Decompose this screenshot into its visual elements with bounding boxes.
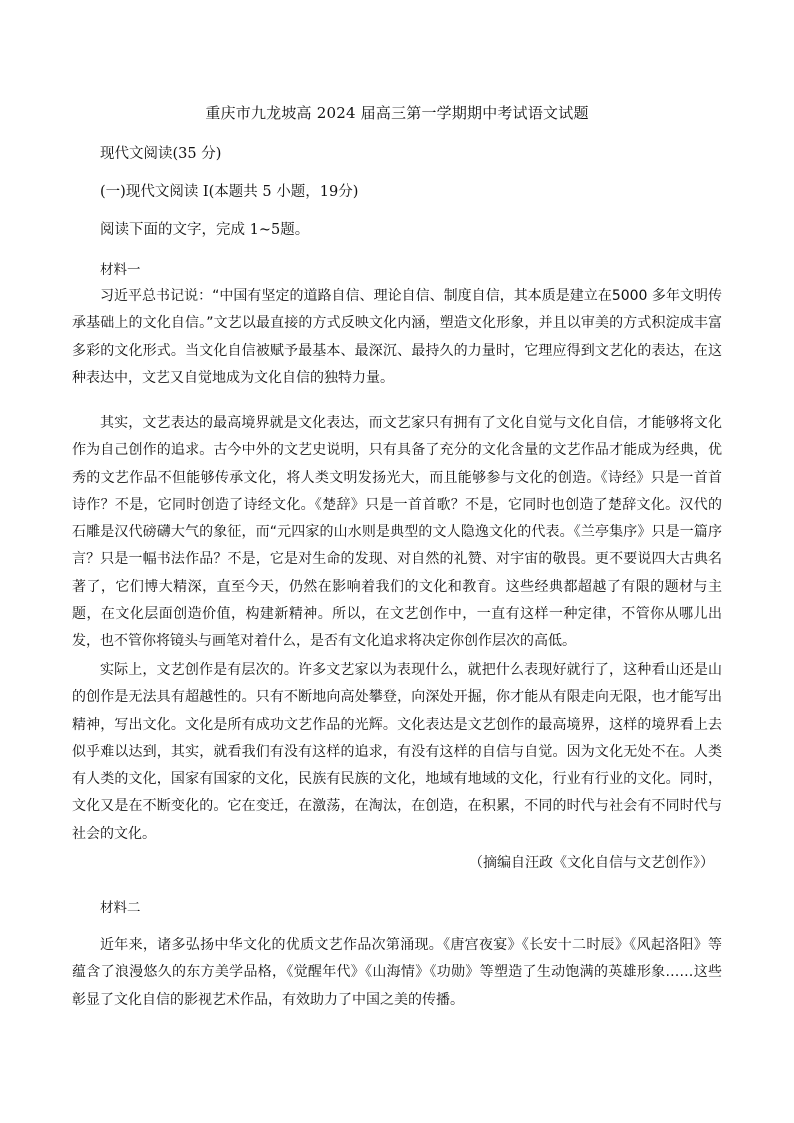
material-one-paragraph-3: 实际上，文艺创作是有层次的。许多文艺家以为表现什么，就把什么表现好就行了，这种看山还是山的创作是无法具有超越性的。只有不断地向高处攀登，向深处开掘，你才能从有限走向无限，也才能写出精神，写出文化。文化是所有成功文艺作品的光辉。文化表达是文艺创作的最高境界，这样的境界看上去似乎难以达到，其实，就看我们有没有这样的追求，有没有这样的自信与自觉。因为文化无处不在。人类有人类的文化，国家有国家的文化，民族有民族的文化，地域有地域的文化，行业有行业的文化。同时，文化又是在不断变化的。它在变迁，在激荡，在淘汰，在创造，在积累，不同的时代与社会有不同时代与社会的文化。	[72, 662, 722, 842]
material-one-source: （摘编自汪政《文化自信与文艺创作》）	[469, 855, 714, 871]
material-one-paragraph-1: 习近平总书记说：“中国有坚定的道路自信、理论自信、制度自信，其本质是建立在5000 多年文明传承基础上的文化自信。”文艺以最直接的方式反映文化内涵，塑造文化形象，并且以审美的方式积淀成丰富多彩的文化形式。当文化自信被赋予最基本、最深沉、最持久的力量时，它理应得到文艺化的表达，在这种表达中，文艺又自觉地成为文化自信的独特力量。	[72, 288, 722, 386]
section-heading: 现代文阅读(35 分)	[100, 146, 222, 162]
material-one-paragraph-2: 其实，文艺表达的最高境界就是文化表达，而文艺家只有拥有了文化自觉与文化自信，才能够将文化作为自己创作的追求。古今中外的文艺史说明，只有具备了充分的文化含量的文艺作品才能成为经典，优秀的文艺作品不但能够传承文化，将人类文明发扬光大，而且能够参与文化的创造。《诗经》只是一首首诗作？不是，它同时创造了诗经文化。《楚辞》只是一首首歌？不是，它同时也创造了楚辞文化。汉代的石雕是汉代磅礴大气的象征，而“元四家的山水则是典型的文人隐逸文化的代表。《兰亭集序》只是一篇序言？只是一幅书法作品？不是，它是对生命的发现、对自然的礼赞、对宇宙的敬畏。更不要说四大古典名著了，它们博大精深，直至今天，仍然在影响着我们的文化和教育。这些经典都超越了有限的题材与主题，在文化层面创造价值，构建新精神。所以，在文艺创作中，一直有这样一种定律，不管你从哪儿出发，也不管你将镜头与画笔对着什么，是否有文化追求将决定你创作层次的高低。	[72, 415, 722, 650]
exam-title: 重庆市九龙坡高 2024 届高三第一学期期中考试语文试题	[205, 104, 589, 122]
subsection-heading: (一)现代文阅读 I(本题共 5 小题，19分)	[100, 184, 359, 200]
material-one-label: 材料一	[100, 262, 141, 278]
reading-instruction: 阅读下面的文字，完成 1~5题。	[100, 222, 310, 238]
material-two-paragraph-1: 近年来，诸多弘扬中华文化的优质文艺作品次第涌现。《唐宫夜宴》《长安十二时辰》《风起洛阳》等蕴含了浪漫悠久的东方美学品格，《觉醒年代》《山海情》《功勋》等塑造了生动饱满的英雄形象……这些彰显了文化自信的影视艺术作品，有效助力了中国之美的传播。	[72, 937, 722, 1008]
material-two-label: 材料二	[100, 900, 141, 916]
